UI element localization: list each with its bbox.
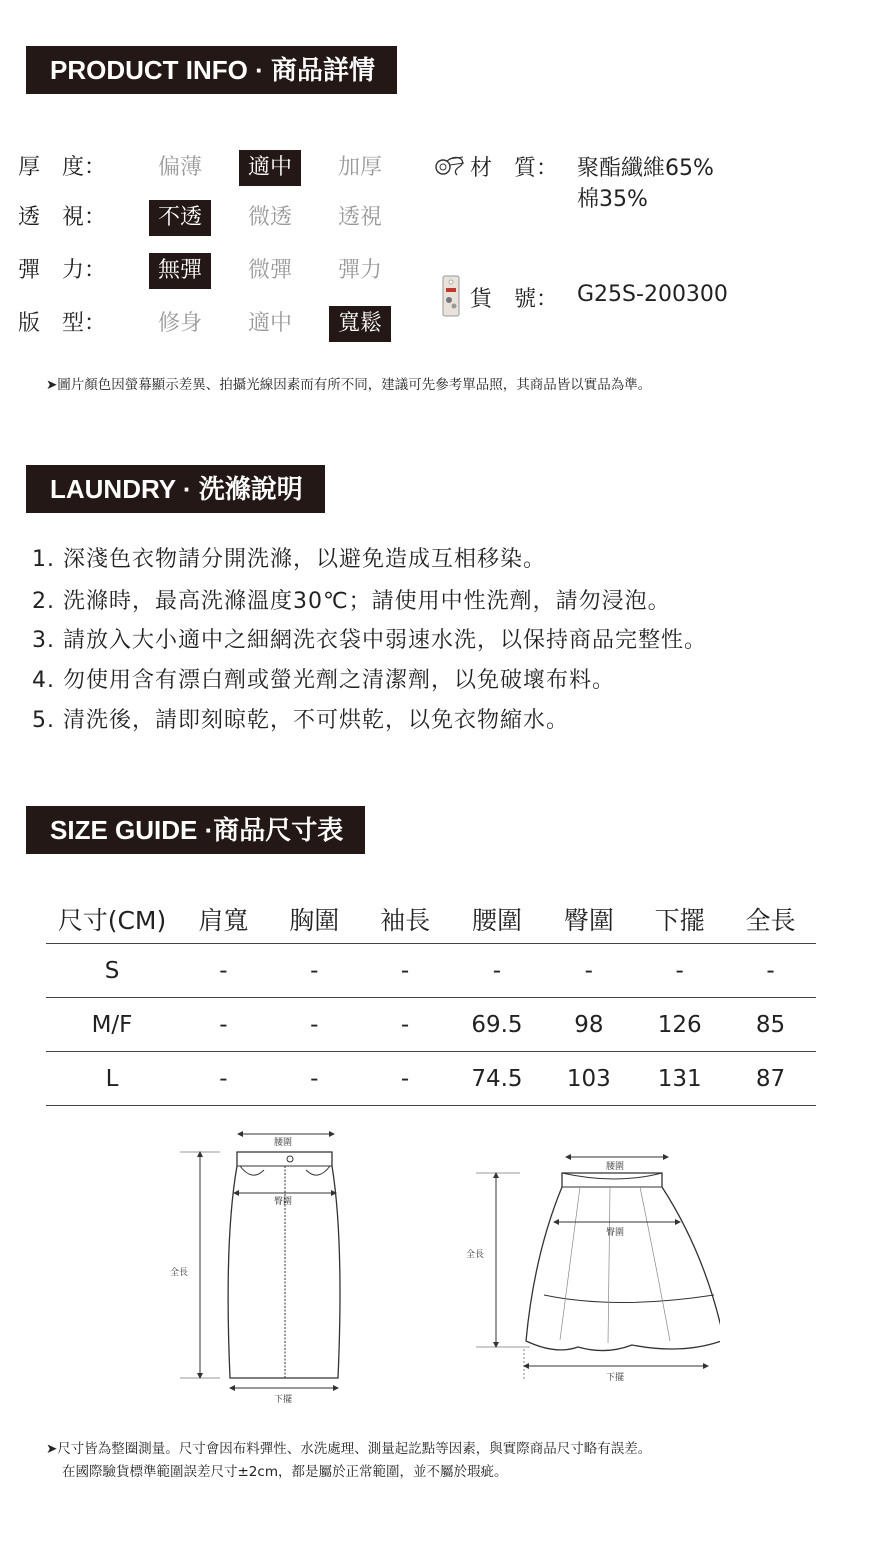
laundry-item: 2. 洗滌時，最高洗滌溫度30℃；請使用中性洗劑，請勿浸泡。 [32, 589, 671, 614]
table-cell: 85 [725, 998, 816, 1052]
column-header: 袖長 [360, 895, 451, 944]
attribute-option: 彈力 [338, 258, 383, 283]
attribute-label: 厚 度： [18, 155, 107, 180]
table-cell: - [360, 944, 451, 998]
table-row [46, 1052, 816, 1106]
length-label: 全長 [170, 1268, 189, 1278]
table-cell: S [46, 944, 178, 998]
hem-label: 下擺 [606, 1373, 625, 1383]
attribute-option: 微彈 [248, 258, 293, 283]
table-cell: M/F [46, 998, 178, 1052]
hem-label: 下擺 [274, 1395, 293, 1405]
table-cell: - [178, 998, 269, 1052]
straight-skirt-diagram [160, 1120, 380, 1410]
table-cell: - [269, 998, 360, 1052]
attribute-label: 透 視： [18, 205, 107, 230]
laundry-header: LAUNDRY · 洗滌說明 [26, 465, 325, 513]
table-cell: - [360, 1052, 451, 1106]
table-cell: 126 [634, 998, 725, 1052]
product-info-header: PRODUCT INFO · 商品詳情 [26, 46, 397, 94]
table-cell: - [269, 944, 360, 998]
attribute-option: 加厚 [338, 155, 383, 180]
column-header: 全長 [725, 895, 816, 944]
column-header: 胸圍 [269, 895, 360, 944]
sku-label: 貨 號： [470, 287, 559, 312]
attribute-option-selected: 適中 [239, 150, 301, 186]
size-table [46, 895, 816, 1106]
laundry-item: 4. 勿使用含有漂白劑或螢光劑之清潔劑，以免破壞布料。 [32, 668, 615, 693]
table-cell: - [725, 944, 816, 998]
material-label: 材 質： [470, 156, 559, 181]
table-cell: - [178, 944, 269, 998]
length-label: 全長 [466, 1250, 485, 1260]
sku-value: G25S-200300 [577, 282, 728, 307]
table-row [46, 944, 816, 998]
color-disclaimer: ➤圖片顏色因螢幕顯示差異、拍攝光線因素而有所不同，建議可先參考單品照，其商品皆以實品為準。 [46, 377, 652, 393]
attribute-option: 微透 [248, 205, 293, 230]
attribute-label: 版 型： [18, 311, 107, 336]
column-header: 肩寬 [178, 895, 269, 944]
attribute-label: 彈 力： [18, 258, 107, 283]
column-header: 臀圍 [543, 895, 634, 944]
table-cell: 103 [543, 1052, 634, 1106]
table-cell: - [543, 944, 634, 998]
laundry-item: 3. 請放入大小適中之細網洗衣袋中弱速水洗，以保持商品完整性。 [32, 628, 707, 653]
material-line-2: 棉35% [577, 187, 648, 212]
size-guide-header: SIZE GUIDE ·商品尺寸表 [26, 806, 365, 854]
thread-spool-icon [433, 153, 467, 179]
waist-label: 腰圍 [274, 1138, 293, 1148]
table-row [46, 998, 816, 1052]
table-cell: - [634, 944, 725, 998]
table-cell: 98 [543, 998, 634, 1052]
waist-label: 腰圍 [606, 1162, 625, 1172]
size-note-line-2: 在國際驗貨標準範圍誤差尺寸±2cm，都是屬於正常範圍，並不屬於瑕疵。 [62, 1464, 508, 1480]
hip-label: 臀圍 [606, 1228, 625, 1238]
price-tag-icon [441, 274, 463, 318]
attribute-option: 透視 [338, 205, 383, 230]
hip-label: 臀圍 [274, 1197, 293, 1207]
column-header: 下擺 [634, 895, 725, 944]
table-cell: - [178, 1052, 269, 1106]
table-cell: - [360, 998, 451, 1052]
flared-skirt-diagram [460, 1145, 720, 1390]
table-cell: 74.5 [450, 1052, 543, 1106]
laundry-item: 1. 深淺色衣物請分開洗滌，以避免造成互相移染。 [32, 547, 546, 572]
table-cell: L [46, 1052, 178, 1106]
laundry-item: 5. 清洗後，請即刻晾乾，不可烘乾，以免衣物縮水。 [32, 708, 569, 733]
attribute-option: 偏薄 [158, 155, 203, 180]
material-line-1: 聚酯纖維65% [577, 156, 714, 181]
attribute-option: 修身 [158, 311, 203, 336]
attribute-option-selected: 無彈 [149, 253, 211, 289]
table-cell: 69.5 [450, 998, 543, 1052]
column-header: 腰圍 [450, 895, 543, 944]
attribute-option: 適中 [248, 311, 293, 336]
size-note-line-1: ➤尺寸皆為整圈測量。尺寸會因布料彈性、水洗處理、測量起訖點等因素，與實際商品尺寸略有誤差。 [46, 1441, 652, 1457]
table-cell: 87 [725, 1052, 816, 1106]
table-cell: - [450, 944, 543, 998]
attribute-option-selected: 寬鬆 [329, 306, 391, 342]
size-table-header-row [46, 895, 816, 944]
column-header: 尺寸(CM) [46, 895, 178, 944]
table-cell: 131 [634, 1052, 725, 1106]
attribute-option-selected: 不透 [149, 200, 211, 236]
table-cell: - [269, 1052, 360, 1106]
